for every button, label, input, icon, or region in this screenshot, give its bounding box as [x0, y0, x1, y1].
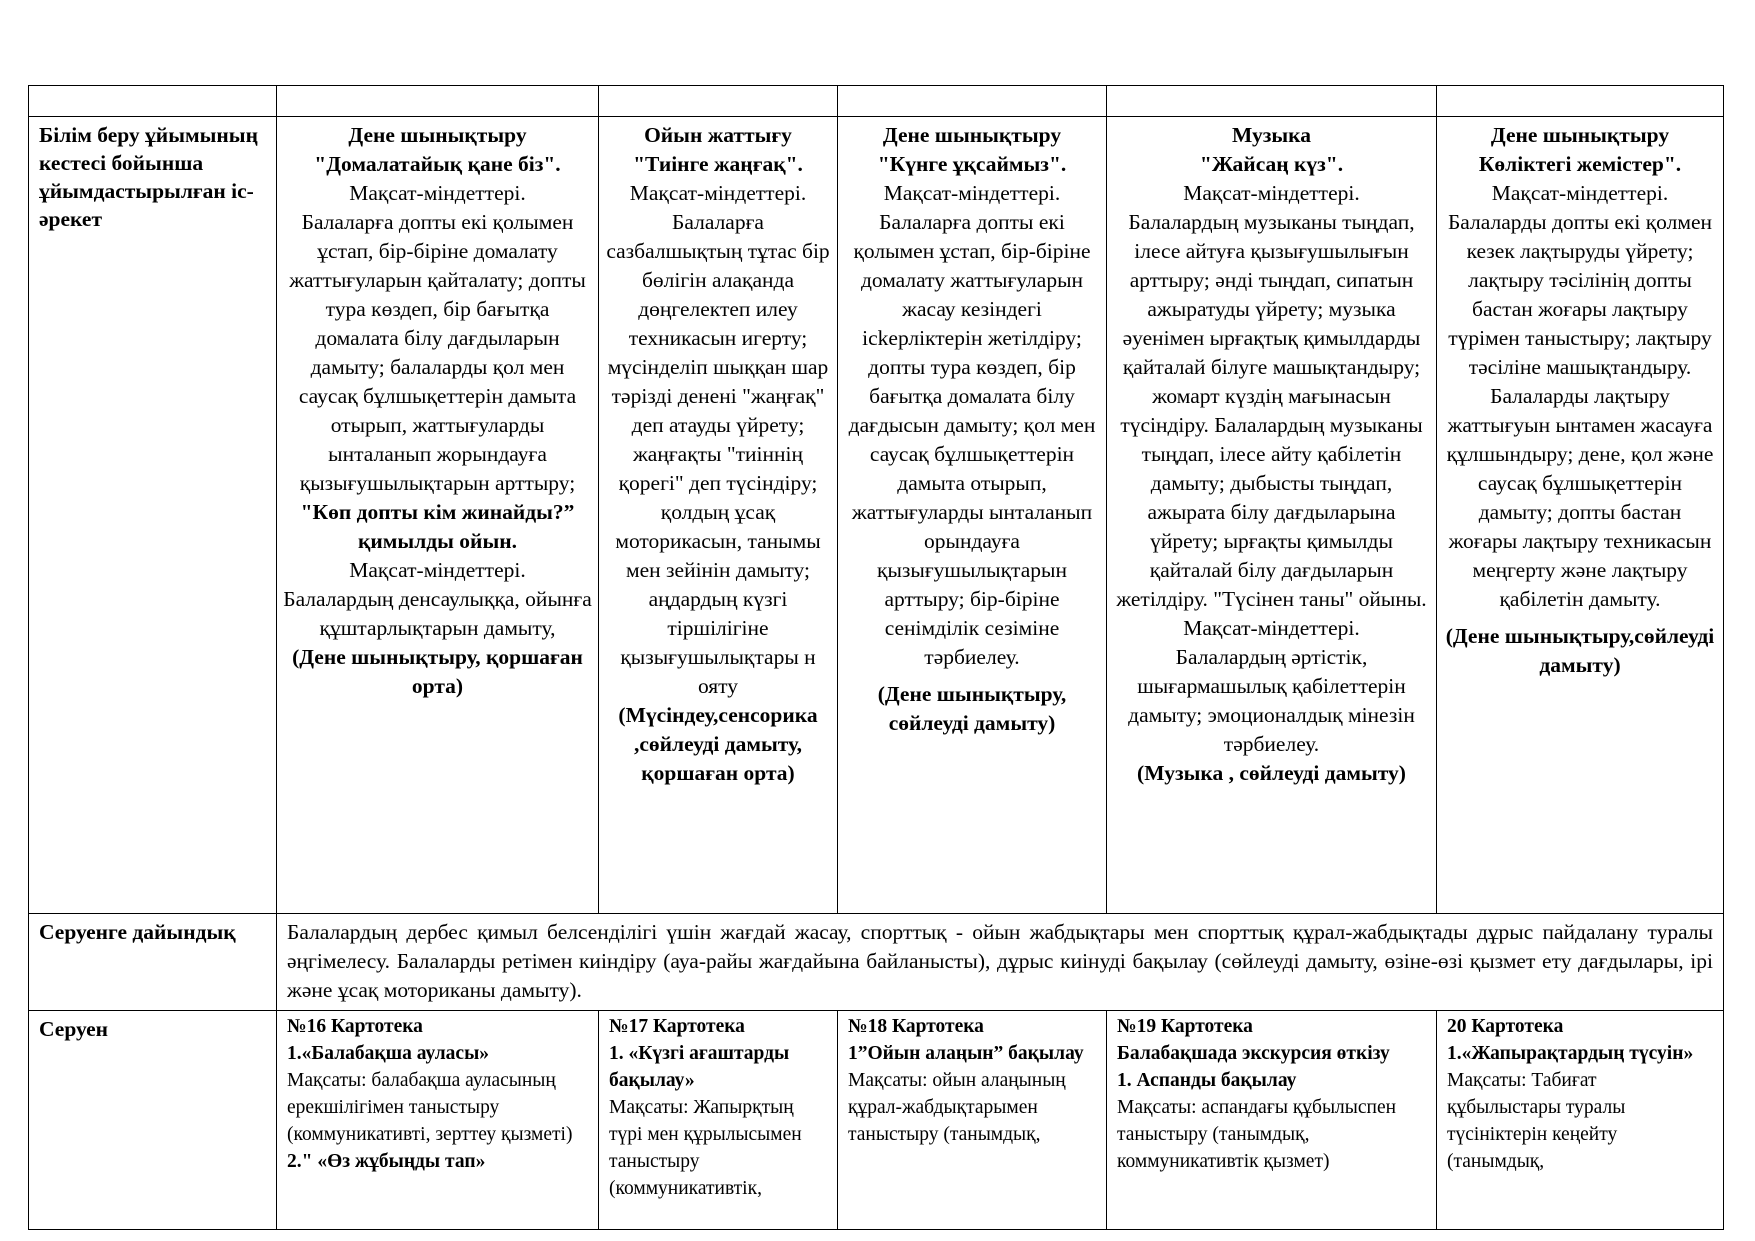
walk-goal: Мақсаты: балабақша ауласының ерекшілігімен таныстыру (коммуникативті, зерттеу қызметі): [287, 1070, 573, 1145]
empty-cell: [1437, 86, 1724, 117]
areas-text: (Дене шынықтыру, сөйлеуді дамыту): [877, 682, 1067, 735]
walk-goal: Мақсаты: ойын алаңының құрал-жабдықтарымен таныстыру (танымдық,: [848, 1070, 1066, 1145]
goal-label: Мақсат-міндеттері.: [1183, 181, 1360, 205]
activity-cell-4: [1107, 117, 1437, 914]
goal-text: Балаларды допты екі қолмен кезек лақтыруды үйрету; лақтыру тәсілінің допты бастан жоғары лақтыру түрімен таныстыру; лақтыру тәсіліне машықтандыру. Балаларды лақтыру жаттығуын ынтамен жасауға құлшындыру; дене, қол және саусақ бұлшықеттерін дамыту; допты бастан жоғары лақтыру техникасын меңгерту және лақтыру қабілетін дамыту.: [1446, 210, 1714, 611]
activity-title: Ойын жаттығу: [644, 123, 792, 147]
walk-goal: Мақсаты: Жапырқтың түрі мен құрылысымен таныстыру (коммуникативтік,: [609, 1097, 802, 1199]
walk-cell-5: [1437, 1011, 1724, 1230]
card-title: №16 Картотека: [287, 1016, 423, 1037]
schedule-table: [28, 85, 1724, 1230]
card-title: 20 Картотека: [1447, 1016, 1564, 1037]
walk-cell-2: [599, 1011, 838, 1230]
game-title: 2." «Өз жұбыңды тап»: [287, 1151, 486, 1172]
goal-label: Мақсат-міндеттері.: [349, 558, 526, 582]
walk-goal: Мақсаты: аспандағы құбылыспен таныстыру (танымдық, коммуникативтік қызмет): [1117, 1097, 1397, 1172]
activity-title: Дене шынықтыру: [882, 123, 1062, 147]
empty-header-row: [29, 86, 1724, 117]
row-header-walk: Серуен: [29, 1011, 277, 1230]
observation-title: 1.«Балабақша ауласы»: [287, 1043, 490, 1064]
row-header-walk-prep: Серуенге дайындық: [29, 914, 277, 1011]
observation-title: 1. «Күзгі ағаштарды бақылау»: [609, 1043, 790, 1091]
walk-row: [29, 1011, 1724, 1230]
goal-label: Мақсат-міндеттері.: [349, 181, 526, 205]
areas-text: (Дене шынықтыру, қоршаған орта): [292, 645, 583, 698]
walk-cell-1: [277, 1011, 599, 1230]
empty-cell: [838, 86, 1107, 117]
activity-cell-3: [838, 117, 1107, 914]
empty-cell: [599, 86, 838, 117]
observation-subtitle: 1. Аспанды бақылау: [1117, 1070, 1297, 1091]
goal-text: Балаларға допты екі қолымен ұстап, бір-біріне домалату жаттығуларын жасау кезіндегі ісkерліктерін жетілдіру; допты тура көздеп, бір бағытқа домалата білу дағдысын дамыту; қол мен саусақ бұлшықеттерін дамыта отырып, жаттығуларды ынталанып орындауға қызығушылықтарын арттыру; бір-біріне сенімділік сезіміне тәрбиелеу.: [848, 210, 1096, 669]
goal-label: Мақсат-міндеттері.: [1183, 616, 1360, 640]
walk-prep-row: [29, 914, 1724, 1011]
game-title: "Көп допты кім жинайды?” қимылды ойын.: [300, 500, 575, 553]
empty-cell: [277, 86, 599, 117]
card-title: №17 Картотека: [609, 1016, 745, 1037]
activity-row: [29, 117, 1724, 914]
walk-prep-text: Балалардың дербес қимыл белсенділігі үшін жағдай жасау, спорттық - ойын жабдықтары мен спорттық құрал-жабдықтады дұрыс пайдалану туралы әңгімелесу. Балаларды ретімен киіндіру (ауа-райы жағдайына байланысты), дұрыс киінуді бақылау (сөйлеуді дамыту, өзіне-өзі қызмет ету дағдылары, ірі және ұсақ моториканы дамыту).: [277, 914, 1724, 1011]
observation-title: 1”Ойын алаңын” бақылау: [848, 1043, 1084, 1064]
row-header-activity: Білім беру ұйымының кестесі бойынша ұйымдастырылған іс-әрекет: [29, 117, 277, 914]
activity-cell-5: [1437, 117, 1724, 914]
areas-text: (Мүсіндеу,сенсорика ,сөйлеуді дамыту, қоршаған орта): [618, 703, 818, 785]
activity-title: Дене шынықтыру: [348, 123, 527, 147]
activity-name: Көліктегі жемістер".: [1478, 152, 1682, 176]
activity-cell-1: [277, 117, 599, 914]
goal-text: Балалардың әртістік, шығармашылық қабілеттерін дамыту; эмоционалдық мінезін тәрбиелеу.: [1128, 645, 1415, 756]
goal-label: Мақсат-міндеттері.: [883, 181, 1061, 205]
card-title: №19 Картотека: [1117, 1016, 1253, 1037]
empty-cell: [29, 86, 277, 117]
activity-name: "Домалатайық қане біз".: [314, 152, 561, 176]
card-title: №18 Картотека: [848, 1016, 984, 1037]
walk-goal: Мақсаты: Табиғат құбылыстары туралы түсініктерін кеңейту (танымдық,: [1447, 1070, 1626, 1172]
goal-text: Балаларға сазбалшықтың тұтас бір бөлігін алақанда дөңгелектеп илеу техникасын игерту; мүсінделіп шыққан шар тәрізді денені "жаңғақ" деп атауды үйрету; жаңғақты "тиіннің қорегі" деп түсіндіру; қолдың ұсақ моторикасын, танымы мен зейінін дамыту; аңдардың күзгі тіршілігіне қызығушылықтары н ояту: [606, 210, 830, 698]
activity-cell-2: [599, 117, 838, 914]
activity-title: Музыка: [1232, 123, 1311, 147]
walk-cell-4: [1107, 1011, 1437, 1230]
observation-title: Балабақшада экскурсия өткізу: [1117, 1043, 1390, 1064]
goal-text: Балалардың музыканы тыңдап, ілесе айтуға қызығушылығын арттыру; әнді тыңдап, сипатын ажыратуды үйрету; музыка әуенімен ырғақтық қимылдарды қайталай білуге машықтандыру; жомарт күздің мағынасын түсіндіру. Балалардың музыканы тыңдап, ілесе айту қабілетін дамыту; дыбысты тыңдап, ажырата білу дағдыларына үйрету; ырғақты қимылды қайталай білу дағдыларын жетілдіру. "Түсінен таны" ойыны.: [1116, 210, 1427, 611]
activity-name: "Жайсаң күз".: [1199, 152, 1344, 176]
walk-cell-3: [838, 1011, 1107, 1230]
activity-name: "Күнге ұқсаймыз".: [877, 152, 1067, 176]
activity-title: Дене шынықтыру: [1490, 123, 1670, 147]
areas-text: (Дене шынықтыру,сөйлеуді дамыту): [1445, 624, 1715, 677]
empty-cell: [1107, 86, 1437, 117]
areas-text: (Музыка , сөйлеуді дамыту): [1137, 761, 1406, 785]
activity-name: "Тиінге жаңғақ".: [633, 152, 803, 176]
goal-text: Балалардың денсаулыққа, ойынға құштарлықтарын дамыту,: [283, 587, 592, 640]
goal-label: Мақсат-міндеттері.: [629, 181, 807, 205]
goal-label: Мақсат-міндеттері.: [1491, 181, 1669, 205]
observation-title: 1.«Жапырақтардың түсуін»: [1447, 1043, 1694, 1064]
goal-text: Балаларға допты екі қолымен ұстап, бір-біріне домалату жаттығуларын қайталату; допты тура көздеп, бір бағытқа домалата білу дағдыларын дамыту; балаларды қол мен саусақ бұлшықеттерін дамыта отырып, жаттығуларды ынталанып жорындауға қызығушылықтарын арттыру;: [289, 210, 586, 495]
